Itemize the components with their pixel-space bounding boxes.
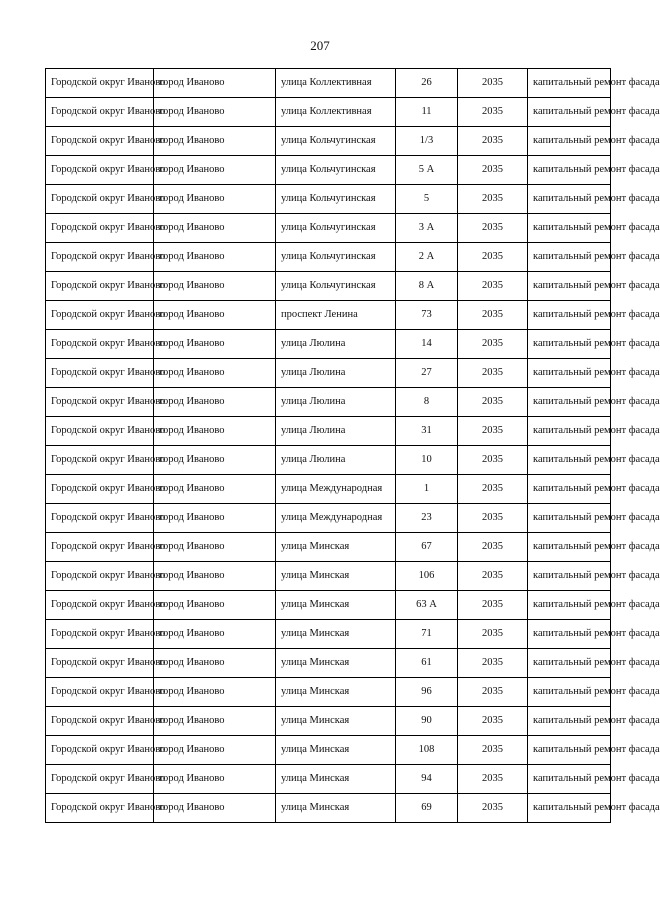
city-cell: город Иваново — [154, 707, 276, 736]
year-cell: 2035 — [458, 591, 528, 620]
table-row — [46, 475, 611, 504]
street-cell: улица Люлина — [276, 417, 396, 446]
city-cell: город Иваново — [154, 359, 276, 388]
table-row — [46, 736, 611, 765]
year-cell: 2035 — [458, 214, 528, 243]
house-number-cell: 63 А — [396, 591, 458, 620]
district-cell: Городской округ Иваново — [46, 678, 154, 707]
district-cell: Городской округ Иваново — [46, 649, 154, 678]
city-cell: город Иваново — [154, 98, 276, 127]
district-cell: Городской округ Иваново — [46, 504, 154, 533]
work-type-cell: капитальный ремонт фасада — [528, 504, 611, 533]
city-cell: город Иваново — [154, 649, 276, 678]
street-cell: улица Люлина — [276, 388, 396, 417]
street-cell: улица Международная — [276, 504, 396, 533]
district-cell: Городской округ Иваново — [46, 388, 154, 417]
district-cell: Городской округ Иваново — [46, 98, 154, 127]
work-type-cell: капитальный ремонт фасада — [528, 707, 611, 736]
house-number-cell: 23 — [396, 504, 458, 533]
house-number-cell: 94 — [396, 765, 458, 794]
house-number-cell: 26 — [396, 69, 458, 98]
district-cell: Городской округ Иваново — [46, 127, 154, 156]
district-cell: Городской округ Иваново — [46, 446, 154, 475]
year-cell: 2035 — [458, 533, 528, 562]
table-row — [46, 620, 611, 649]
city-cell: город Иваново — [154, 69, 276, 98]
city-cell: город Иваново — [154, 794, 276, 823]
house-number-cell: 2 А — [396, 243, 458, 272]
district-cell: Городской округ Иваново — [46, 562, 154, 591]
street-cell: улица Минская — [276, 591, 396, 620]
table-row — [46, 69, 611, 98]
city-cell: город Иваново — [154, 127, 276, 156]
house-number-cell: 90 — [396, 707, 458, 736]
district-cell: Городской округ Иваново — [46, 765, 154, 794]
city-cell: город Иваново — [154, 678, 276, 707]
year-cell: 2035 — [458, 765, 528, 794]
year-cell: 2035 — [458, 736, 528, 765]
street-cell: улица Кольчугинская — [276, 156, 396, 185]
house-number-cell: 96 — [396, 678, 458, 707]
table-row — [46, 504, 611, 533]
district-cell: Городской округ Иваново — [46, 417, 154, 446]
house-number-cell: 1/3 — [396, 127, 458, 156]
street-cell: улица Люлина — [276, 446, 396, 475]
street-cell: улица Минская — [276, 620, 396, 649]
house-number-cell: 1 — [396, 475, 458, 504]
city-cell: город Иваново — [154, 272, 276, 301]
table-row — [46, 533, 611, 562]
house-number-cell: 106 — [396, 562, 458, 591]
district-cell: Городской округ Иваново — [46, 156, 154, 185]
house-number-cell: 108 — [396, 736, 458, 765]
city-cell: город Иваново — [154, 562, 276, 591]
work-type-cell: капитальный ремонт фасада — [528, 388, 611, 417]
district-cell: Городской округ Иваново — [46, 359, 154, 388]
table-row — [46, 127, 611, 156]
house-number-cell: 5 А — [396, 156, 458, 185]
work-type-cell: капитальный ремонт фасада — [528, 330, 611, 359]
street-cell: улица Люлина — [276, 330, 396, 359]
house-number-cell: 11 — [396, 98, 458, 127]
city-cell: город Иваново — [154, 475, 276, 504]
registry-table — [45, 68, 660, 823]
work-type-cell: капитальный ремонт фасада — [528, 156, 611, 185]
year-cell: 2035 — [458, 707, 528, 736]
city-cell: город Иваново — [154, 185, 276, 214]
year-cell: 2035 — [458, 127, 528, 156]
house-number-cell: 14 — [396, 330, 458, 359]
table-row — [46, 185, 611, 214]
street-cell: улица Международная — [276, 475, 396, 504]
work-type-cell: капитальный ремонт фасада — [528, 736, 611, 765]
year-cell: 2035 — [458, 562, 528, 591]
house-number-cell: 8 А — [396, 272, 458, 301]
year-cell: 2035 — [458, 330, 528, 359]
street-cell: улица Коллективная — [276, 98, 396, 127]
year-cell: 2035 — [458, 272, 528, 301]
work-type-cell: капитальный ремонт фасада — [528, 127, 611, 156]
house-number-cell: 3 А — [396, 214, 458, 243]
street-cell: улица Люлина — [276, 359, 396, 388]
city-cell: город Иваново — [154, 765, 276, 794]
street-cell: улица Кольчугинская — [276, 272, 396, 301]
street-cell: улица Минская — [276, 765, 396, 794]
work-type-cell: капитальный ремонт фасада — [528, 591, 611, 620]
city-cell: город Иваново — [154, 388, 276, 417]
house-number-cell: 27 — [396, 359, 458, 388]
district-cell: Городской округ Иваново — [46, 330, 154, 359]
work-type-cell: капитальный ремонт фасада — [528, 417, 611, 446]
city-cell: город Иваново — [154, 446, 276, 475]
city-cell: город Иваново — [154, 591, 276, 620]
year-cell: 2035 — [458, 649, 528, 678]
city-cell: город Иваново — [154, 214, 276, 243]
city-cell: город Иваново — [154, 156, 276, 185]
street-cell: улица Кольчугинская — [276, 185, 396, 214]
work-type-cell: капитальный ремонт фасада — [528, 243, 611, 272]
street-cell: улица Кольчугинская — [276, 127, 396, 156]
district-cell: Городской округ Иваново — [46, 620, 154, 649]
year-cell: 2035 — [458, 301, 528, 330]
year-cell: 2035 — [458, 475, 528, 504]
year-cell: 2035 — [458, 678, 528, 707]
year-cell: 2035 — [458, 156, 528, 185]
district-cell: Городской округ Иваново — [46, 69, 154, 98]
table-row — [46, 417, 611, 446]
table-row — [46, 243, 611, 272]
table-row — [46, 591, 611, 620]
table-row — [46, 707, 611, 736]
house-number-cell: 73 — [396, 301, 458, 330]
year-cell: 2035 — [458, 98, 528, 127]
city-cell: город Иваново — [154, 417, 276, 446]
work-type-cell: капитальный ремонт фасада — [528, 562, 611, 591]
table-row — [46, 330, 611, 359]
city-cell: город Иваново — [154, 243, 276, 272]
district-cell: Городской округ Иваново — [46, 185, 154, 214]
year-cell: 2035 — [458, 794, 528, 823]
work-type-cell: капитальный ремонт фасада — [528, 649, 611, 678]
table-row — [46, 214, 611, 243]
district-cell: Городской округ Иваново — [46, 301, 154, 330]
city-cell: город Иваново — [154, 504, 276, 533]
city-cell: город Иваново — [154, 533, 276, 562]
work-type-cell: капитальный ремонт фасада — [528, 69, 611, 98]
table-row — [46, 301, 611, 330]
table-row — [46, 446, 611, 475]
work-type-cell: капитальный ремонт фасада — [528, 794, 611, 823]
house-number-cell: 5 — [396, 185, 458, 214]
work-type-cell: капитальный ремонт фасада — [528, 475, 611, 504]
street-cell: улица Кольчугинская — [276, 214, 396, 243]
page-number: 207 — [310, 38, 330, 53]
street-cell: улица Минская — [276, 678, 396, 707]
street-cell: улица Минская — [276, 649, 396, 678]
district-cell: Городской округ Иваново — [46, 794, 154, 823]
year-cell: 2035 — [458, 417, 528, 446]
work-type-cell: капитальный ремонт фасада — [528, 678, 611, 707]
district-cell: Городской округ Иваново — [46, 736, 154, 765]
street-cell: улица Коллективная — [276, 69, 396, 98]
year-cell: 2035 — [458, 446, 528, 475]
house-number-cell: 10 — [396, 446, 458, 475]
district-cell: Городской округ Иваново — [46, 243, 154, 272]
table-row — [46, 156, 611, 185]
work-type-cell: капитальный ремонт фасада — [528, 359, 611, 388]
district-cell: Городской округ Иваново — [46, 591, 154, 620]
street-cell: улица Минская — [276, 794, 396, 823]
city-cell: город Иваново — [154, 301, 276, 330]
work-type-cell: капитальный ремонт фасада — [528, 214, 611, 243]
year-cell: 2035 — [458, 388, 528, 417]
table-row — [46, 649, 611, 678]
table-row — [46, 359, 611, 388]
district-cell: Городской округ Иваново — [46, 533, 154, 562]
house-number-cell: 71 — [396, 620, 458, 649]
street-cell: улица Минская — [276, 533, 396, 562]
work-type-cell: капитальный ремонт фасада — [528, 765, 611, 794]
street-cell: улица Кольчугинская — [276, 243, 396, 272]
city-cell: город Иваново — [154, 736, 276, 765]
city-cell: город Иваново — [154, 330, 276, 359]
house-number-cell: 61 — [396, 649, 458, 678]
year-cell: 2035 — [458, 185, 528, 214]
table-row — [46, 562, 611, 591]
house-number-cell: 8 — [396, 388, 458, 417]
house-number-cell: 67 — [396, 533, 458, 562]
registry-table-body — [46, 69, 660, 823]
district-cell: Городской округ Иваново — [46, 214, 154, 243]
work-type-cell: капитальный ремонт фасада — [528, 185, 611, 214]
table-row — [46, 98, 611, 127]
table-row — [46, 765, 611, 794]
district-cell: Городской округ Иваново — [46, 707, 154, 736]
table-row — [46, 272, 611, 301]
street-cell: улица Минская — [276, 736, 396, 765]
table-row — [46, 388, 611, 417]
house-number-cell: 69 — [396, 794, 458, 823]
work-type-cell: капитальный ремонт фасада — [528, 98, 611, 127]
year-cell: 2035 — [458, 69, 528, 98]
work-type-cell: капитальный ремонт фасада — [528, 620, 611, 649]
year-cell: 2035 — [458, 504, 528, 533]
work-type-cell: капитальный ремонт фасада — [528, 446, 611, 475]
city-cell: город Иваново — [154, 620, 276, 649]
year-cell: 2035 — [458, 243, 528, 272]
street-cell: проспект Ленина — [276, 301, 396, 330]
table-row — [46, 678, 611, 707]
district-cell: Городской округ Иваново — [46, 272, 154, 301]
house-number-cell: 31 — [396, 417, 458, 446]
work-type-cell: капитальный ремонт фасада — [528, 301, 611, 330]
year-cell: 2035 — [458, 359, 528, 388]
work-type-cell: капитальный ремонт фасада — [528, 272, 611, 301]
street-cell: улица Минская — [276, 562, 396, 591]
work-type-cell: капитальный ремонт фасада — [528, 533, 611, 562]
table-row — [46, 794, 611, 823]
street-cell: улица Минская — [276, 707, 396, 736]
year-cell: 2035 — [458, 620, 528, 649]
district-cell: Городской округ Иваново — [46, 475, 154, 504]
